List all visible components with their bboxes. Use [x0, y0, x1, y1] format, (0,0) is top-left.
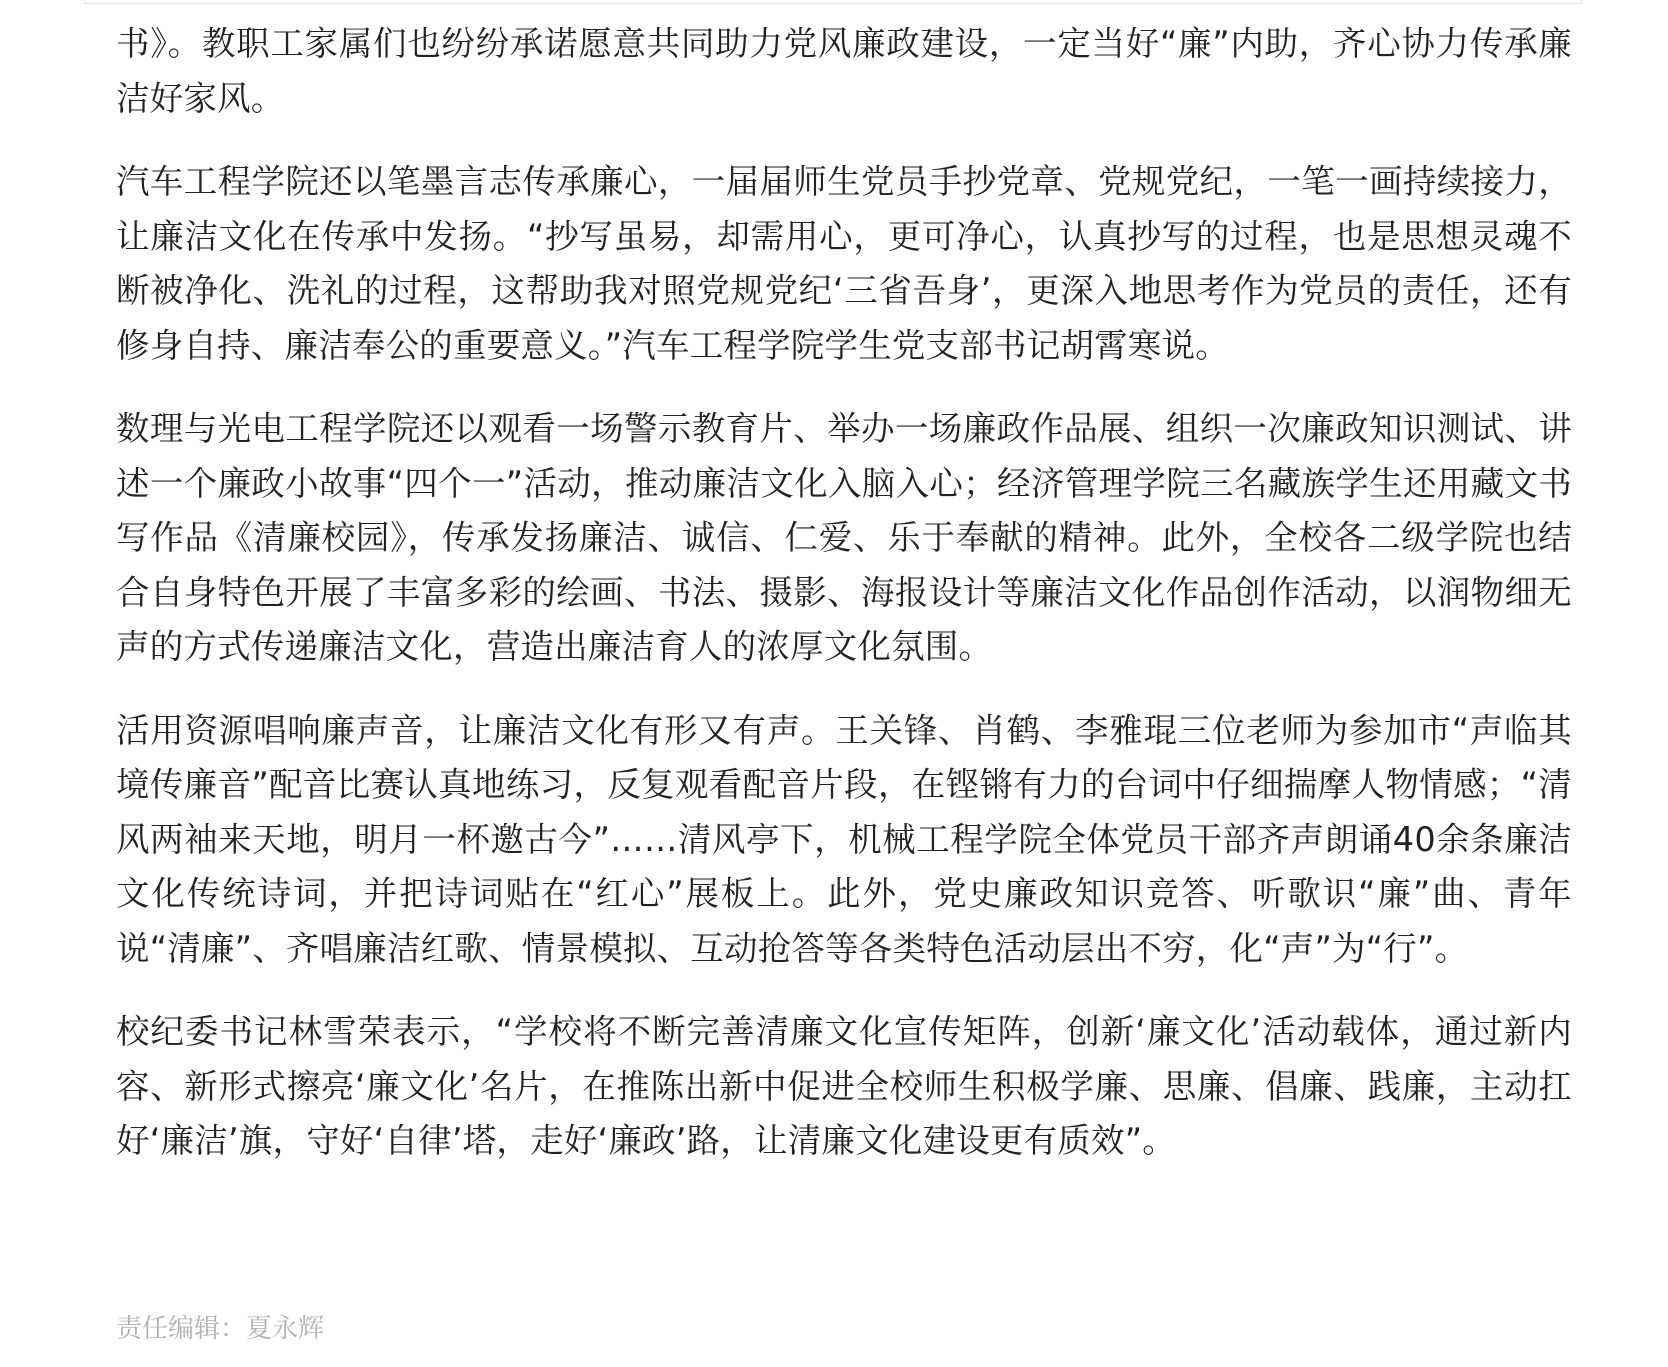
top-divider [84, 0, 1582, 4]
article-body [116, 17, 1572, 1198]
paragraph-voice-activities: 活用资源唱响廉声音，让廉洁文化有形又有声。王关锋、肖鹤、李雅琨三位老师为参加市“声临其境传廉音”配音比赛认真地练习，反复观看配音片段，在铿锵有力的台词中仔细揣摩人物情感；“清风两袖来天地，明月一杯邀古今”……清风亭下，机械工程学院全体党员干部齐声朗诵40余条廉洁文化传统诗词，并把诗词贴在“红心”展板上。此外，党史廉政知识竞答、听歌识“廉”曲、青年说“清廉”、齐唱廉洁红歌、情景模拟、互动抢答等各类特色活动层出不穷，化“声”为“行”。 [116, 710, 1572, 968]
paragraph-family-integrity: 书》。教职工家属们也纷纷承诺愿意共同助力党风廉政建设，一定当好“廉”内助，齐心协力传承廉洁好家风。 [116, 24, 1572, 118]
paragraph-secretary-statement: 校纪委书记林雪荣表示，“学校将不断完善清廉文化宣传矩阵，创新‘廉文化’活动载体，通过新内容、新形式擦亮‘廉文化’名片，在推陈出新中促进全校师生积极学廉、思廉、倡廉、践廉，主动扛好‘廉洁’旗，守好‘自律’塔，走好‘廉政’路，让清廉文化建设更有质效”。 [116, 1012, 1572, 1160]
paragraph-automotive-college: 汽车工程学院还以笔墨言志传承廉心，一届届师生党员手抄党章、党规党纪，一笔一画持续接力，让廉洁文化在传承中发扬。“抄写虽易，却需用心，更可净心，认真抄写的过程，也是思想灵魂不断被净化、洗礼的过程，这帮助我对照党规党纪‘三省吾身’，更深入地思考作为党员的责任，还有修身自持、廉洁奉公的重要意义。”汽车工程学院学生党支部书记胡霄寒说。 [116, 162, 1572, 365]
responsible-editor: 责任编辑：夏永辉 [116, 1314, 325, 1344]
paragraph-math-optoelectronics: 数理与光电工程学院还以观看一场警示教育片、举办一场廉政作品展、组织一次廉政知识测试、讲述一个廉政小故事“四个一”活动，推动廉洁文化入脑入心；经济管理学院三名藏族学生还用藏文书写作品《清廉校园》，传承发扬廉洁、诚信、仁爱、乐于奉献的精神。此外，全校各二级学院也结合自身特色开展了丰富多彩的绘画、书法、摄影、海报设计等廉洁文化作品创作活动，以润物细无声的方式传递廉洁文化，营造出廉洁育人的浓厚文化氛围。 [116, 409, 1572, 666]
